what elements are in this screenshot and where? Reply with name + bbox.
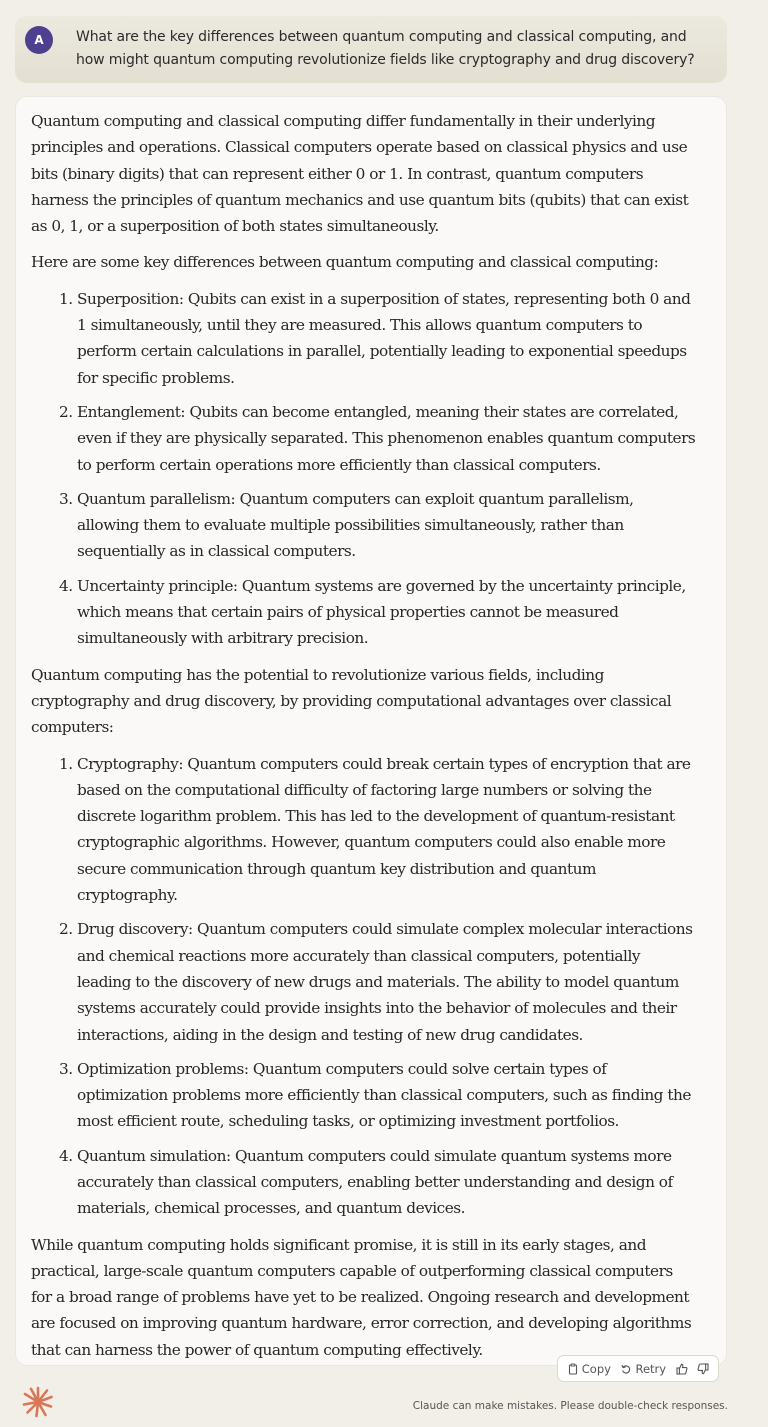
retry-button[interactable] [620, 1362, 666, 1376]
thumbs-up-button[interactable] [676, 1363, 688, 1375]
disclaimer: Claude can make mistakes. Please double-check responses. [412, 1400, 728, 1412]
list-item: 3. Optimization problems: Quantum computers could solve certain types of optimization problems more efficiently than classical computers, such as finding the most efficient route, scheduling tasks, or optimizing investment portfolios. [77, 1056, 696, 1135]
list-item: 2. Drug discovery: Quantum computers could simulate complex molecular interactions and chemical reactions more accurately than classical computers, potentially leading to the discovery of new drugs and materials. The ability to model quantum systems accurately could provide insights into the behavior of molecules and their interactions, aiding in the design and testing of new drug candidates. [77, 916, 696, 1047]
list-item: 2. Entanglement: Qubits can become entangled, meaning their states are correlated, even if they are physically separated. This phenomenon enables quantum computers to perform certain operations more efficiently than classical computers. [77, 399, 696, 478]
assistant-response [15, 96, 727, 1366]
copy-button[interactable] [567, 1362, 611, 1376]
thumbs-up-icon [676, 1363, 688, 1375]
thumbs-down-button[interactable] [697, 1363, 709, 1375]
retry-icon [620, 1363, 632, 1375]
intro-paragraph: Quantum computing and classical computing differ fundamentally in their underlying principles and operations. Classical computers operate based on classical physics and use bits (binary digits) that can represent either 0 or 1. In contrast, quantum computers harness the principles of quantum mechanics and use quantum bits (qubits) that can exist as 0, 1, or a superposition of both states simultaneously. [31, 112, 689, 236]
list-item: 4. Uncertainty principle: Quantum systems are governed by the uncertainty principle, which means that certain pairs of physical properties cannot be measured simultaneously with arbitrary precision. [77, 573, 696, 652]
thumbs-down-icon [697, 1363, 709, 1375]
user-question: What are the key differences between quantum computing and classical computing, and how might quantum computing revolutionize fields like cryptography and drug discovery? [76, 29, 695, 68]
differences-list [31, 286, 696, 652]
list-item: 1. Superposition: Qubits can exist in a superposition of states, representing both 0 and 1 simultaneously, until they are measured. This allows quantum computers to perform certain calculations in parallel, potentially leading to exponential speedups for specific problems. [77, 286, 696, 391]
list-item: 4. Quantum simulation: Quantum computers could simulate quantum systems more accurately than classical computers, enabling better understanding and design of materials, chemical processes, and quantum devices. [77, 1143, 696, 1222]
avatar-initial: A [34, 33, 44, 47]
user-avatar[interactable] [25, 26, 53, 54]
response-actions [557, 1355, 719, 1382]
conclusion-paragraph: While quantum computing holds significant promise, it is still in its early stages, and practical, large-scale quantum computers capable of outperforming classical computers for a broad range of problems have yet to be realized. Ongoing research and development are focused on improving quantum hardware, error correction, and developing algorithms that can harness the power of quantum computing effectively. [31, 1235, 692, 1359]
user-message [15, 16, 727, 83]
differences-heading: Here are some key differences between quantum computing and classical computing: [31, 253, 659, 272]
claude-logo-icon [22, 1386, 54, 1418]
list-item: 1. Cryptography: Quantum computers could break certain types of encryption that are based on the computational difficulty of factoring large numbers or solving the discrete logarithm problem. This has led to the development of quantum-resistant cryptographic algorithms. However, quantum computers could also enable more secure communication through quantum key distribution and quantum cryptography. [77, 751, 696, 909]
copy-label: Copy [581, 1361, 611, 1376]
list-item: 3. Quantum parallelism: Quantum computers can exploit quantum parallelism, allowing them to evaluate multiple possibilities simultaneously, rather than sequentially as in classical computers. [77, 486, 696, 565]
applications-heading: Quantum computing has the potential to revolutionize various fields, including cryptography and drug discovery, by providing computational advantages over classical computers: [31, 665, 672, 737]
applications-list [31, 751, 696, 1222]
clipboard-icon [567, 1363, 579, 1375]
retry-label: Retry [635, 1361, 667, 1376]
